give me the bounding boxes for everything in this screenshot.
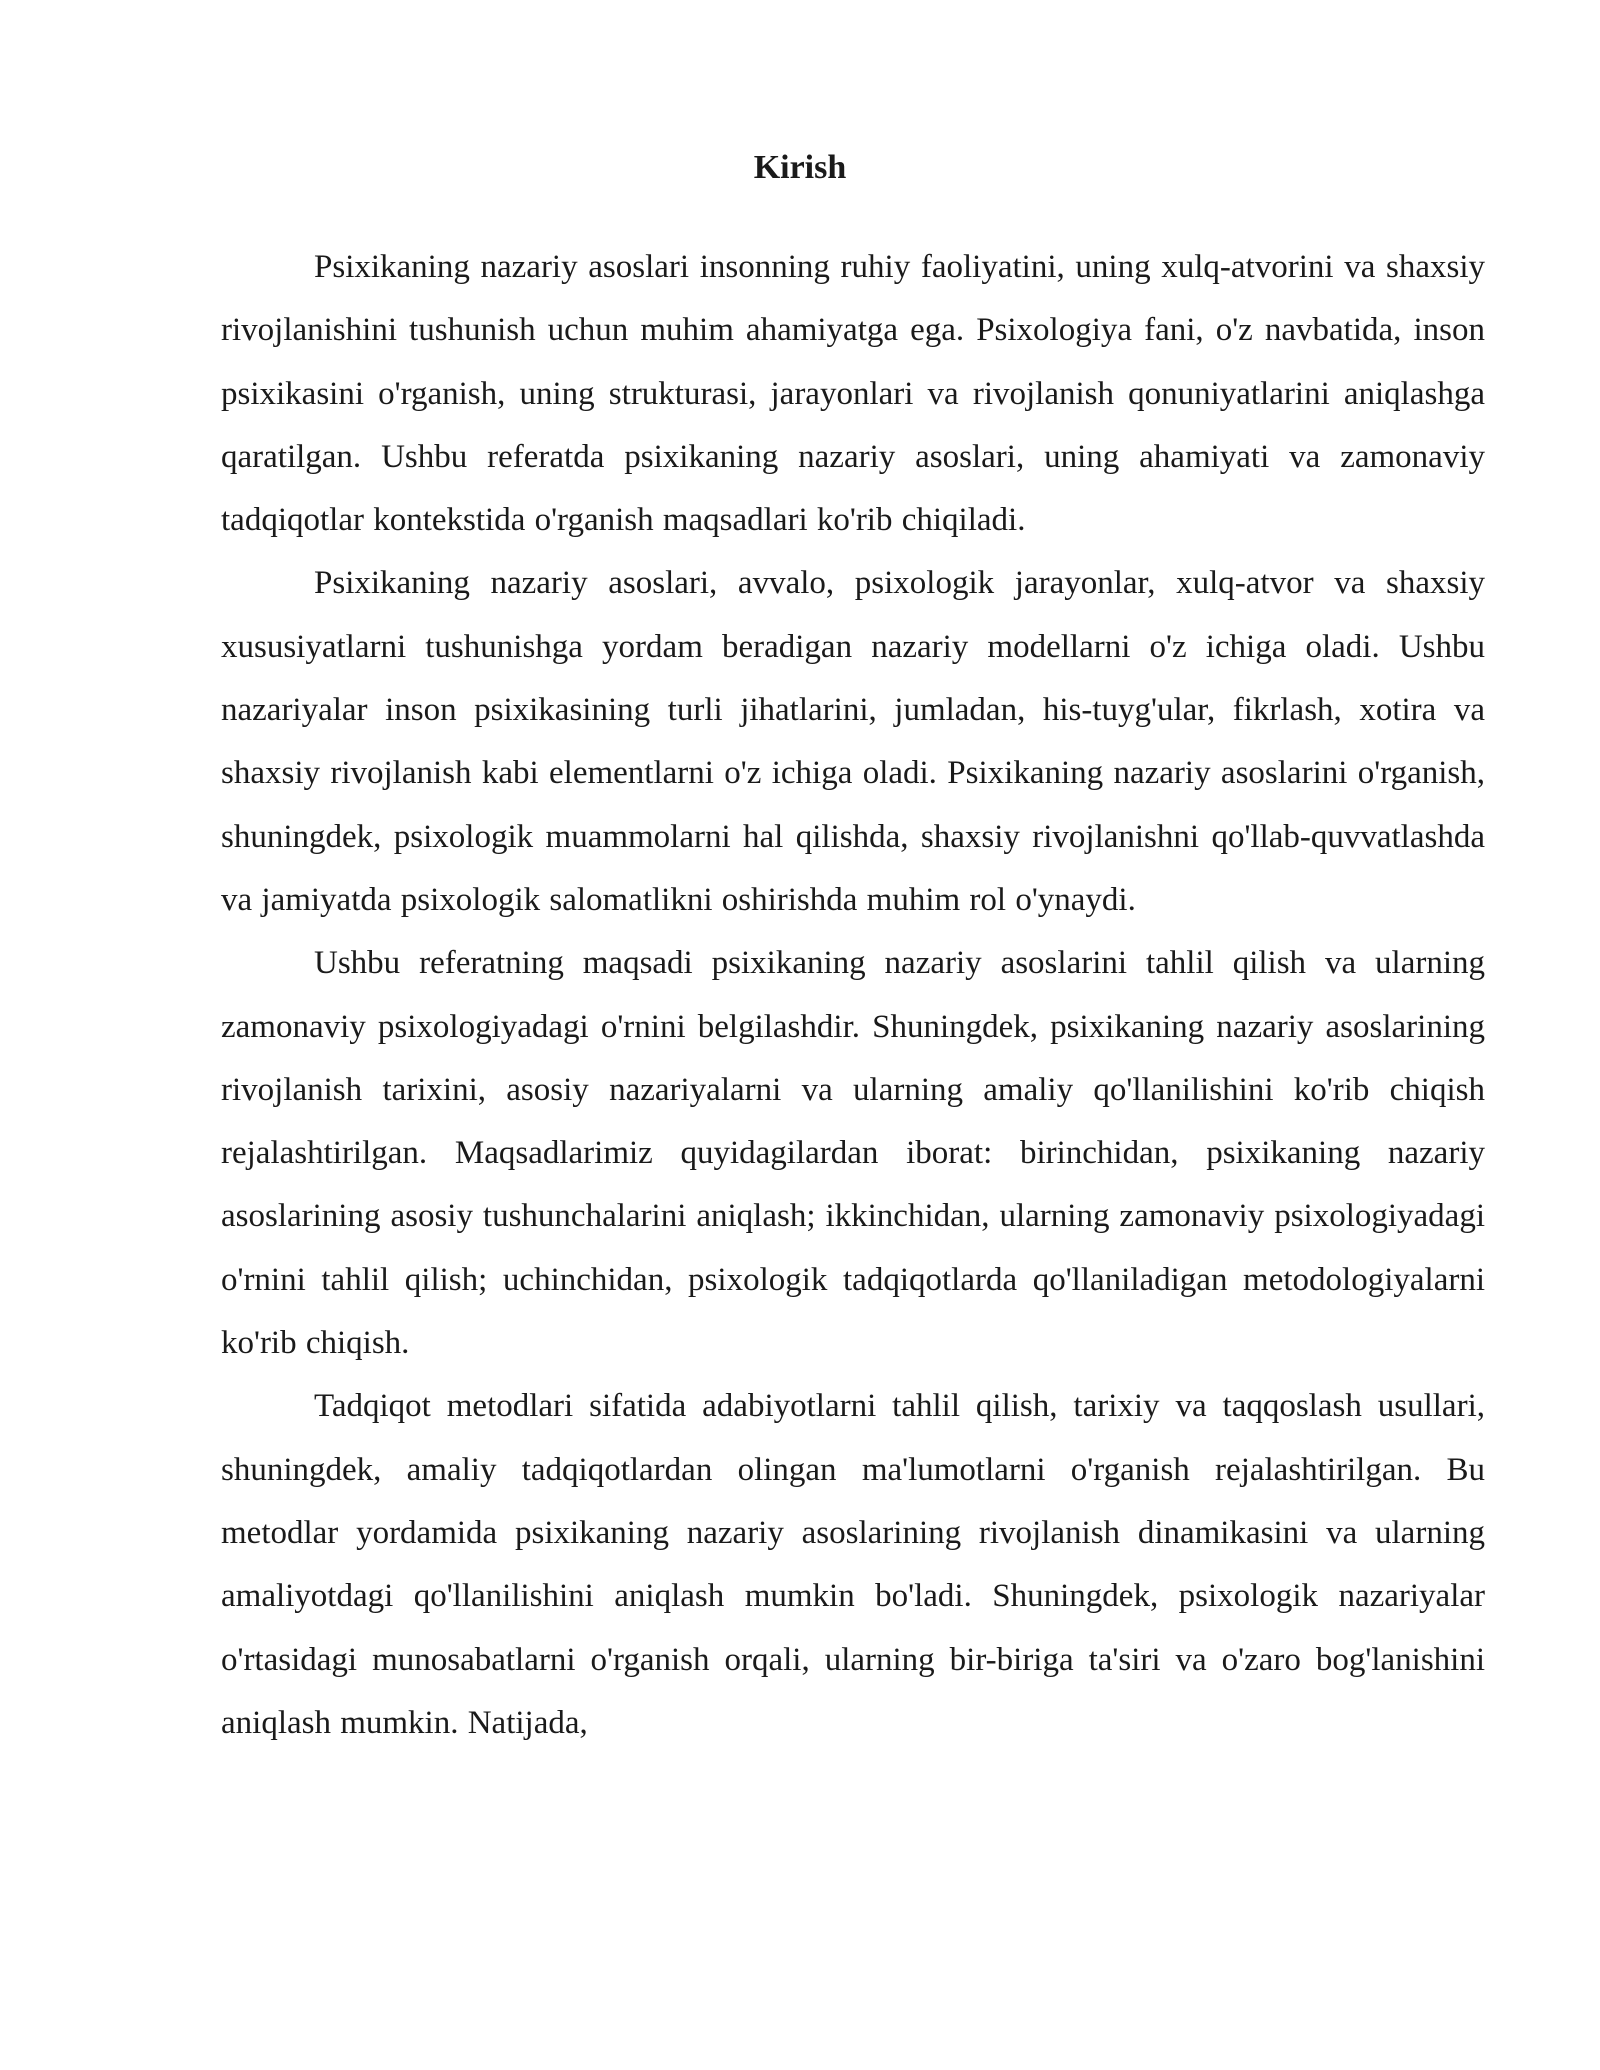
paragraph-2: Psixikaning nazariy asoslari, avvalo, psixologik jarayonlar, xulq-atvor va shaxsiy xususiyatlarni tushunishga yordam beradigan nazariy modellarni o'z ichiga oladi. Ushbu nazariyalar inson psixikasining turli jihatlarini, jumladan, his-tuyg'ular, fikrlash, xotira va shaxsiy rivojlanish kabi elementlarni o'z ichiga oladi. Psixikaning nazariy asoslarini o'rganish, shuningdek, psixologik muammolarni hal qilishda, shaxsiy rivojlanishni qo'llab-quvvatlashda va jamiyatda psixologik salomatlikni oshirishda muhim rol o'ynaydi. <box>221 565 1485 918</box>
document-body <box>221 236 1485 1755</box>
paragraph-3: Ushbu referatning maqsadi psixikaning nazariy asoslarini tahlil qilish va ularning zamonaviy psixologiyadagi o'rnini belgilashdir. Shuningdek, psixikaning nazariy asoslarining rivojlanish tarixini, asosiy nazariyalarni va ularning amaliy qo'llanilishini ko'rib chiqish rejalashtirilgan. Maqsadlarimiz quyidagilardan iborat: birinchidan, psixikaning nazariy asoslarining asosiy tushunchalarini aniqlash; ikkinchidan, ularning zamonaviy psixologiyadagi o'rnini tahlil qilish; uchinchidan, psixologik tadqiqotlarda qo'llaniladigan metodologiyalarni ko'rib chiqish. <box>221 945 1485 1362</box>
page-title: Kirish <box>753 149 847 186</box>
paragraph-1: Psixikaning nazariy asoslari insonning ruhiy faoliyatini, uning xulq-atvorini va shaxsiy rivojlanishini tushunish uchun muhim ahamiyatga ega. Psixologiya fani, o'z navbatida, inson psixikasini o'rganish, uning strukturasi, jarayonlari va rivojlanish qonuniyatlarini aniqlashga qaratilgan. Ushbu referatda psixikaning nazariy asoslari, uning ahamiyati va zamonaviy tadqiqotlar kontekstida o'rganish maqsadlari ko'rib chiqiladi. <box>221 249 1485 539</box>
paragraph-4: Tadqiqot metodlari sifatida adabiyotlarni tahlil qilish, tarixiy va taqqoslash usullari, shuningdek, amaliy tadqiqotlardan olingan ma'lumotlarni o'rganish rejalashtirilgan. Bu metodlar yordamida psixikaning nazariy asoslarining rivojlanish dinamikasini va ularning amaliyotdagi qo'llanilishini aniqlash mumkin bo'ladi. Shuningdek, psixologik nazariyalar o'rtasidagi munosabatlarni o'rganish orqali, ularning bir-biriga ta'siri va o'zaro bog'lanishini aniqlash mumkin. Natijada, <box>221 1388 1485 1741</box>
